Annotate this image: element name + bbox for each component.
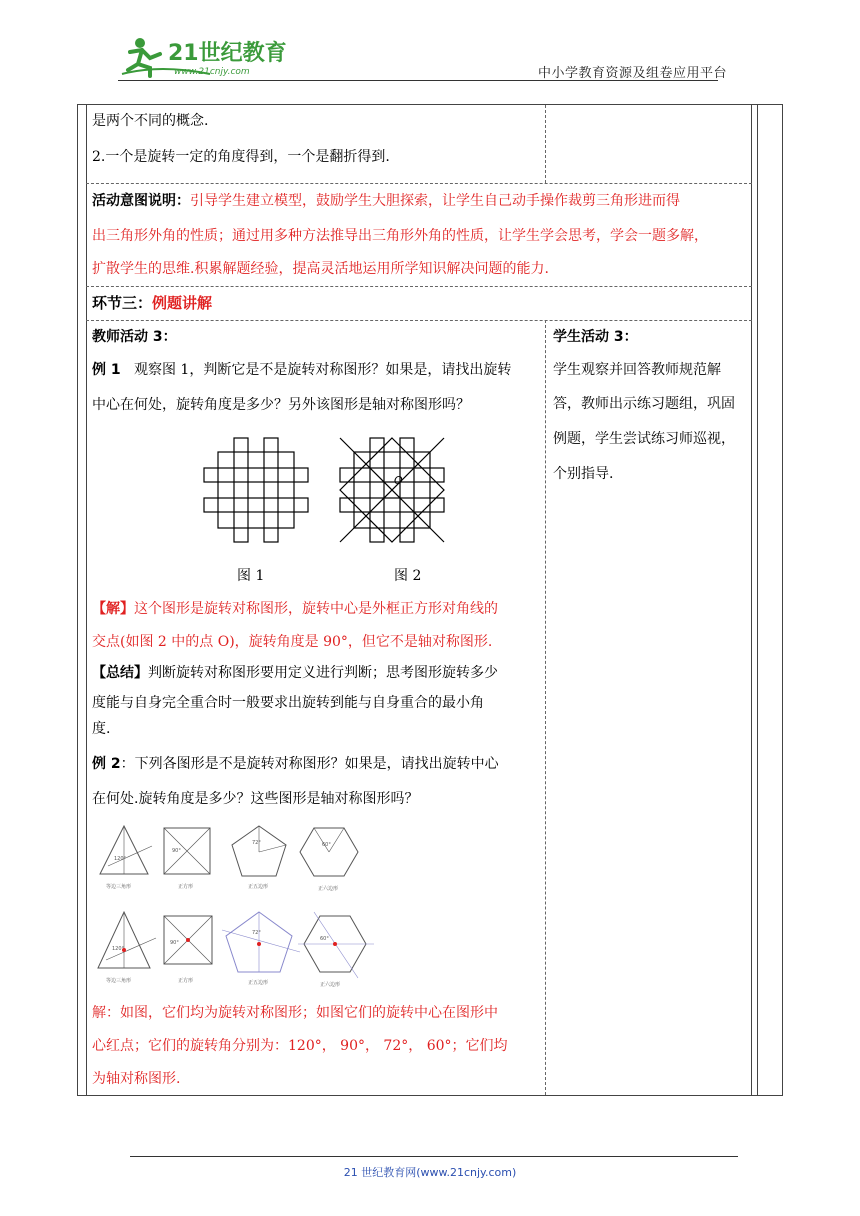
header-tagline: 中小学教育资源及组卷应用平台: [538, 66, 728, 81]
square-shape: [164, 828, 210, 890]
summary-line-1: [92, 658, 498, 688]
ex2-label: 例 2: [92, 756, 121, 772]
header-divider: [118, 80, 718, 81]
summary-tag: 【总结】: [92, 665, 148, 681]
svg-text:120°: 120°: [114, 856, 127, 862]
solution-tag: 【解】: [92, 601, 134, 617]
svg-text:120°: 120°: [112, 946, 125, 952]
intent-label: 活动意图说明：: [92, 193, 190, 209]
intent-text-1: 引导学生建立模型，鼓励学生大胆探索，让学生自己动手操作裁剪三角形进而得: [190, 193, 680, 209]
solution-text-1: 这个图形是旋转对称图形，旋转中心是外框正方形对角线的: [134, 601, 498, 617]
svg-text:等边三角形: 等边三角形: [106, 884, 132, 890]
svg-text:72°: 72°: [252, 930, 261, 936]
inner-right-line: [751, 105, 752, 1095]
section-title: 例题讲解: [152, 294, 213, 312]
row-divider-1: [86, 183, 752, 184]
figure-2-woven-square-diagonals: [336, 434, 448, 546]
row-divider-3: [86, 320, 752, 321]
summary-line-2: 度能与自身完全重合时一般要求出旋转到能与自身重合的最小角: [92, 695, 484, 711]
svg-text:72°: 72°: [252, 840, 261, 846]
svg-text:等边三角形: 等边三角形: [106, 978, 132, 984]
hexagon-shape: [300, 828, 358, 892]
footer-divider: [130, 1156, 738, 1157]
svg-text:正方形: 正方形: [178, 978, 194, 984]
summary-text-1: 判断旋转对称图形要用定义进行判断；思考图形旋转多少: [148, 665, 498, 681]
inner-left-line: [86, 105, 87, 1095]
ex1-text-1: 观察图 1，判断它是不是旋转对称图形？如果是，请找出旋转: [133, 362, 512, 378]
prev-line-1: 是两个不同的概念.: [92, 113, 209, 129]
student-line-1: 学生观察并回答教师规范解: [553, 362, 721, 378]
answer-line-1: 解：如图，它们均为旋转对称图形；如图它们的旋转中心在图形中: [92, 1005, 498, 1021]
student-line-2: 答，教师出示练习题组，巩固: [553, 396, 735, 412]
svg-text:正六边形: 正六边形: [320, 982, 341, 988]
logo-text: 21世纪教育: [168, 41, 287, 66]
pentagon-center-shape: [222, 912, 300, 986]
shapes-row-plain: [92, 820, 392, 900]
student-line-4: 个别指导.: [553, 466, 614, 482]
svg-text:90°: 90°: [172, 848, 181, 854]
ex2-line-1: [92, 749, 499, 779]
runner-logo-icon: [120, 34, 290, 78]
svg-text:90°: 90°: [170, 940, 179, 946]
section-label: 环节三：: [92, 294, 153, 312]
svg-text:正五边形: 正五边形: [248, 884, 269, 890]
hexagon-center-shape: [298, 912, 374, 988]
row-divider-2: [86, 286, 752, 287]
figure-1-caption: 图 1: [237, 568, 265, 584]
intent-line-1: [92, 186, 772, 216]
svg-text:60°: 60°: [320, 936, 329, 942]
section-heading: [92, 288, 212, 318]
solution-line-2: 交点(如图 2 中的点 O)，旋转角度是 90°，但它不是轴对称图形.: [92, 634, 493, 650]
intent-line-2: 出三角形外角的性质；通过用多种方法推导出三角形外角的性质，让学生学会思考，学会一题多解，: [92, 228, 708, 244]
site-logo: [120, 34, 290, 78]
center-point-label: O: [394, 474, 403, 487]
student-heading: 学生活动 3：: [553, 329, 638, 345]
teacher-heading: 教师活动 3：: [92, 329, 177, 345]
column-divider-top: [545, 105, 546, 183]
logo-url: www.21cnjy.com: [174, 67, 250, 77]
answer-line-3: 为轴对称图形.: [92, 1071, 181, 1087]
figure-1-woven-square: [200, 434, 312, 546]
pentagon-center-dot: [257, 942, 261, 946]
pentagon-shape: [232, 826, 286, 890]
svg-text:60°: 60°: [322, 842, 331, 848]
summary-line-3: 度.: [92, 721, 111, 737]
answer-line-2: 心红点；它们的旋转角分别为：120°， 90°， 72°， 60°；它们均: [92, 1038, 508, 1054]
prev-line-2: 2.一个是旋转一定的角度得到，一个是翻折得到.: [92, 149, 390, 165]
ex2-text-1: ：下列各图形是不是旋转对称图形？如果是，请找出旋转中心: [120, 756, 499, 772]
svg-text:正方形: 正方形: [178, 884, 194, 890]
footer-link[interactable]: 21 世纪教育网(www.21cnjy.com): [343, 1166, 517, 1179]
intent-line-3: 扩散学生的思维.积累解题经验，提高灵活地运用所学知识解决问题的能力.: [92, 261, 549, 277]
solution-line-1: [92, 594, 498, 624]
student-line-3: 例题，学生尝试练习师巡视，: [553, 431, 735, 447]
outer-right-column-line: [757, 105, 758, 1095]
ex1-line-1: [92, 355, 511, 385]
svg-text:正五边形: 正五边形: [248, 980, 269, 986]
figure-2-caption: 图 2: [394, 568, 422, 584]
shapes-row-centers: [92, 906, 392, 996]
triangle-shape: [100, 826, 152, 890]
svg-text:正六边形: 正六边形: [318, 886, 339, 892]
ex1-line-2: 中心在何处，旋转角度是多少？另外该图形是轴对称图形吗？: [92, 397, 470, 413]
square-center-dot: [186, 938, 190, 942]
square-center-shape: [164, 916, 212, 984]
column-divider-bottom: [545, 320, 546, 1095]
ex1-label: 例 1: [92, 362, 121, 378]
triangle-center-shape: [98, 912, 156, 984]
hexagon-center-dot: [333, 942, 337, 946]
ex2-line-2: 在何处.旋转角度是多少？这些图形是轴对称图形吗？: [92, 791, 419, 807]
